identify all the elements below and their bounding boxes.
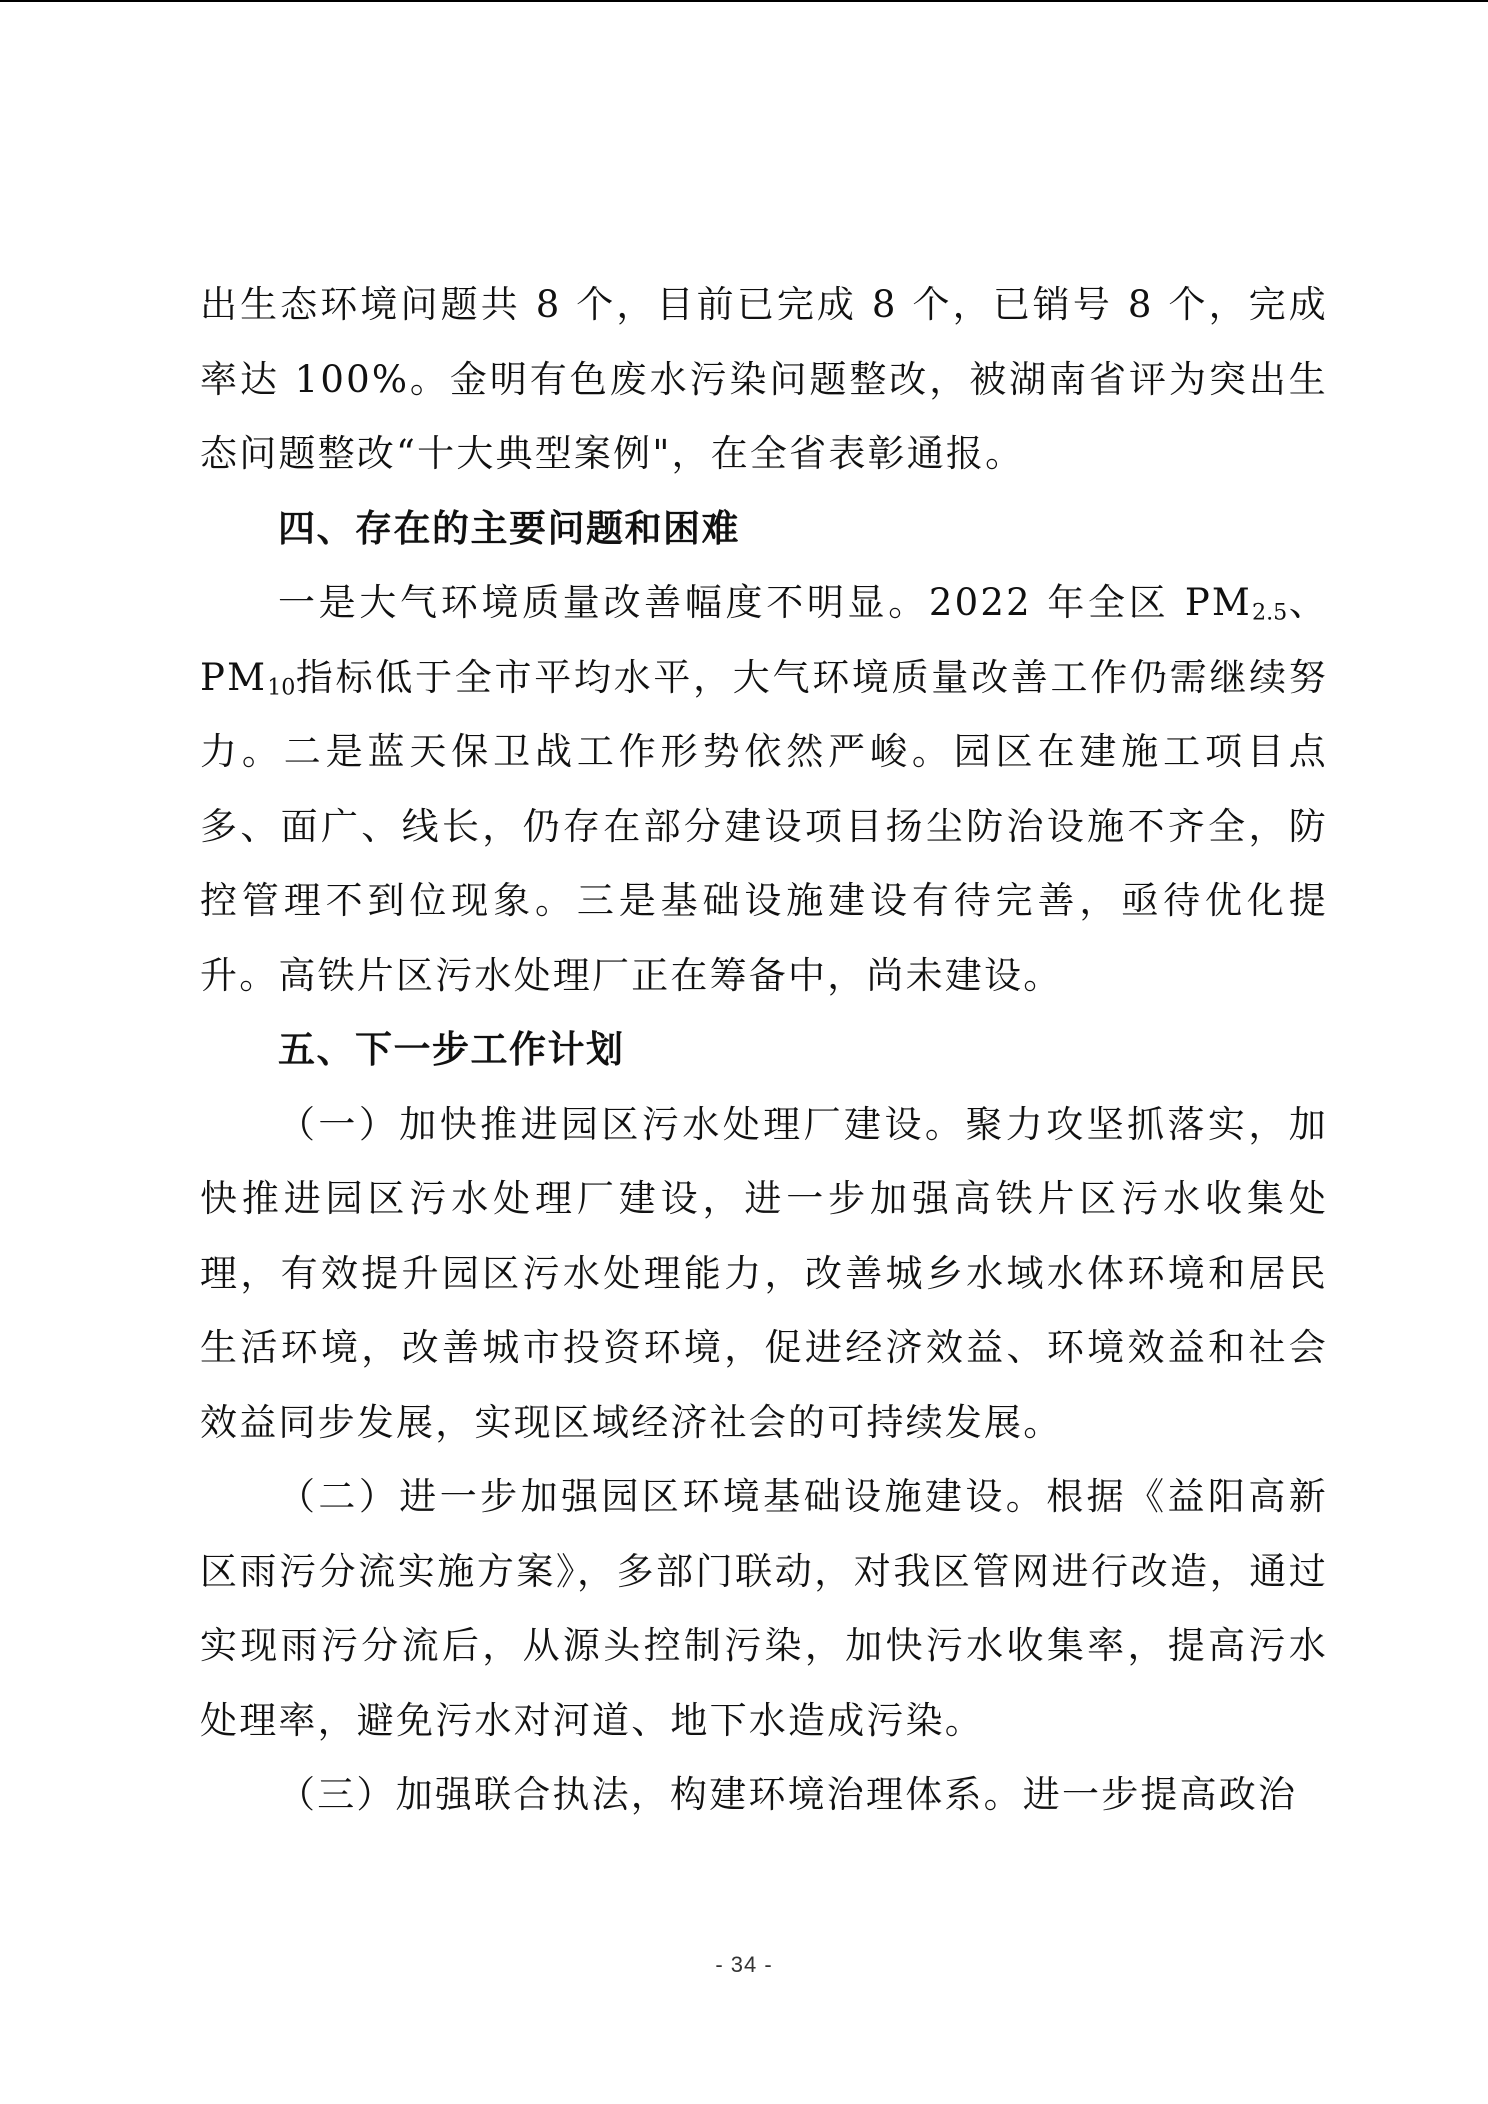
paragraph-rectification-results: 出生态环境问题共 8 个，目前已完成 8 个，已销号 8 个，完成率达 100%。金明有色废水污染问题整改，被湖南省评为突出生态问题整改“十大典型案例"，在全省表彰通报。	[200, 283, 1328, 475]
top-border-line	[0, 0, 1488, 2]
paragraph-plan-item-3: （三）加强联合执法，构建环境治理体系。进一步提高政治	[278, 1773, 1298, 1816]
paragraph-main-problems-part-c: 指标低于全市平均水平，大气环境质量改善工作仍需继续努力。二是蓝天保卫战工作形势依然严峻。园区在建施工项目点多、面广、线长，仍存在部分建设项目扬尘防治设施不齐全，防控管理不到位现象。三是基础设施建设有待完善，亟待优化提升。高铁片区污水处理厂正在筹备中，尚未建设。	[200, 655, 1328, 997]
document-body	[200, 268, 1328, 1833]
paragraph-main-problems-part-a: 一是大气环境质量改善幅度不明显。2022 年全区 PM	[278, 581, 1253, 624]
page-number: - 34 -	[715, 1952, 773, 1977]
section-heading-next-steps: 五、下一步工作计划	[278, 1028, 625, 1071]
pm10-subscript: 10	[267, 673, 296, 700]
paragraph-plan-item-2: （二）进一步加强园区环境基础设施建设。根据《益阳高新区雨污分流实施方案》，多部门联动，对我区管网进行改造，通过实现雨污分流后，从源头控制污染，加快污水收集率，提高污水处理率，避免污水对河道、地下水造成污染。	[200, 1475, 1328, 1742]
pm25-subscript: 2.5	[1252, 599, 1288, 626]
section-heading-main-problems: 四、存在的主要问题和困难	[278, 506, 740, 550]
paragraph-main-problems-part-b: 、PM	[200, 581, 1328, 699]
paragraph-main-problems	[200, 566, 1328, 1013]
paragraph-plan-item-1: （一）加快推进园区污水处理厂建设。聚力攻坚抓落实，加快推进园区污水处理厂建设，进一步加强高铁片区污水收集处理，有效提升园区污水处理能力，改善城乡水域水体环境和居民生活环境，改善城市投资环境，促进经济效益、环境效益和社会效益同步发展，实现区域经济社会的可持续发展。	[200, 1102, 1328, 1444]
